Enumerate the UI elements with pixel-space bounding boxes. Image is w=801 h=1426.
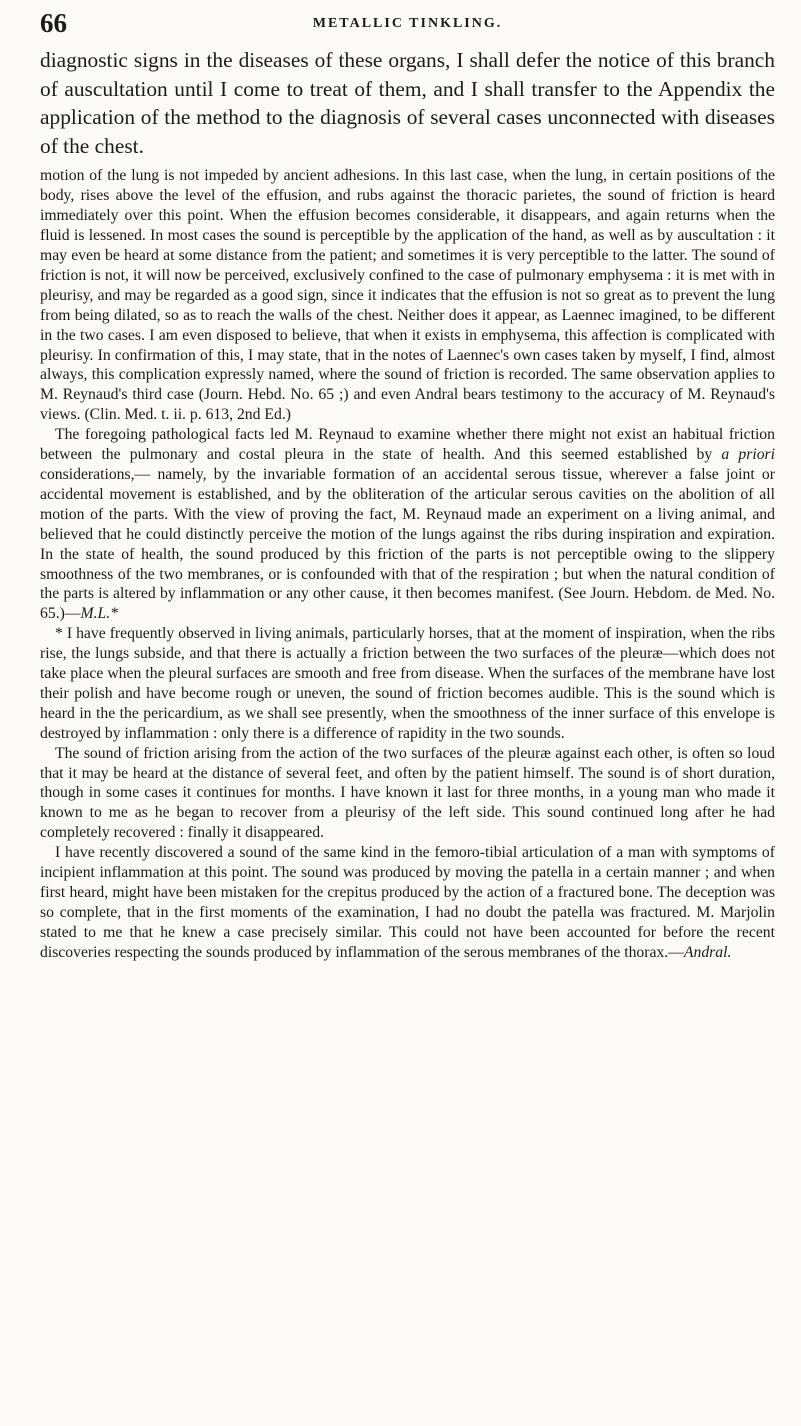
italic-phrase: a priori [721,446,775,464]
note-text: motion of the lung is not impeded by ancient adhesions. In this last case, when the lung, in certain positions of the body, rises above the level of the effusion, and rubs against the thoracic parietes, the sound of friction is heard immediately over this point. When the effusion becomes considerable, it disappears, and again returns when the fluid is lessened. In most cases the sound is perceptible by the application of the hand, as well as by auscultation : it may even be heard at some distance from the patient; and sometimes it is very perceptible to the latter. The sound of friction is not, it will now be perceived, exclusively confined to the case of pulmonary emphysema : it is met with in pleurisy, and may be regarded as a good sign, since it indicates that the effusion is not so great as to prevent the lung from being dilated, so as to reach the walls of the chest. Neither does it appear, as Laennec imagined, to be different in the two cases. I am even disposed to believe, that when it exists in emphysema, this affection is complicated with pleurisy. In confirmation of this, I may state, that in the notes of Laennec's own cases taken by myself, I find, almost always, this complication expressly named, where the sound of friction is recorded. The same observation applies to M. Reynaud's third case (Journ. Hebd. No. 65 ;) and even Andral bears testimony to the accuracy of M. Reynaud's views. (Clin. Med. t. ii. p. 613, 2nd Ed.) [40,167,775,424]
note-paragraph [40,166,775,425]
page-number: 66 [40,8,67,38]
author-signature: Andral. [683,943,732,961]
footnote-paragraph [40,624,775,743]
note-text: The sound of friction arising from the action of the two surfaces of the pleuræ against each other, is often so loud that it may be heard at the distance of several feet, and often by the patient himself. The sound is of short duration, though in some cases it continues for months. I have known it last for three months, in a young man who made it known to me as he began to recover from a pleurisy of the left side. This sound continued long after he had completely recovered : finally it disappeared. [40,744,775,842]
note-text: considerations,— namely, by the invariable formation of an accidental serous tissue, wherever a false joint or accidental movement is established, and by the obliteration of the articular serous cavities on the abolition of all motion of the parts. With the view of proving the fact, M. Reynaud made an experiment on a living animal, and believed that he could distinctly perceive the motion of the lungs against the ribs during inspiration and expiration. In the state of health, the sound produced by this friction of the parts is not perceptible owing to the slippery smoothness of the two membranes, or is confounded with that of the respiration ; but when the natural condition of the parts is altered by inflammation or any other cause, it then becomes manifest. (See Journ. Hebdom. de Med. No. 65.)— [40,465,775,623]
running-head: METALLIC TINKLING. [312,16,503,31]
page-header [40,0,775,46]
notes-section [40,166,775,962]
lead-paragraph: diagnostic signs in the diseases of these organs, I shall defer the notice of this branch of auscultation until I come to treat of them, and I shall transfer to the Appendix the application of the method to the diagnosis of several cases unconnected with diseases of the chest. [40,48,775,158]
note-text: * I have frequently observed in living animals, particularly horses, that at the moment of inspiration, when the ribs rise, the lungs subside, and that there is actually a friction between the two surfaces of the pleuræ—which does not take place when the pleural surfaces are smooth and free from disease. When the surfaces of the membrane have lost their polish and have become rough or uneven, the sound of friction becomes audible. This is the sound which is heard in the the pericardium, as we shall see presently, when the smoothness of the inner surface of this envelope is destroyed by inflammation : only there is a difference of rapidity in the two sounds. [40,625,775,742]
note-paragraph [40,744,775,844]
author-signature: M.L.* [80,605,119,623]
note-text: The foregoing pathological facts led M. Reynaud to examine whether there might not exist an habitual friction between the pulmonary and costal pleura in the state of health. And this seemed established by [40,426,775,464]
note-text: I have recently discovered a sound of the same kind in the femoro-tibial articulation of a man with symptoms of incipient inflammation at this point. The sound was produced by moving the patella in a certain manner ; and when first heard, might have been mistaken for the crepitus produced by the action of a fractured bone. The deception was so complete, that in the first moments of the examination, I had no doubt the patella was fractured. M. Marjolin stated to me that he knew a case precisely similar. This could not have been accounted for before the recent discoveries respecting the sounds produced by inflammation of the serous membranes of the thorax.— [40,844,775,961]
note-paragraph [40,843,775,962]
note-paragraph [40,425,775,624]
